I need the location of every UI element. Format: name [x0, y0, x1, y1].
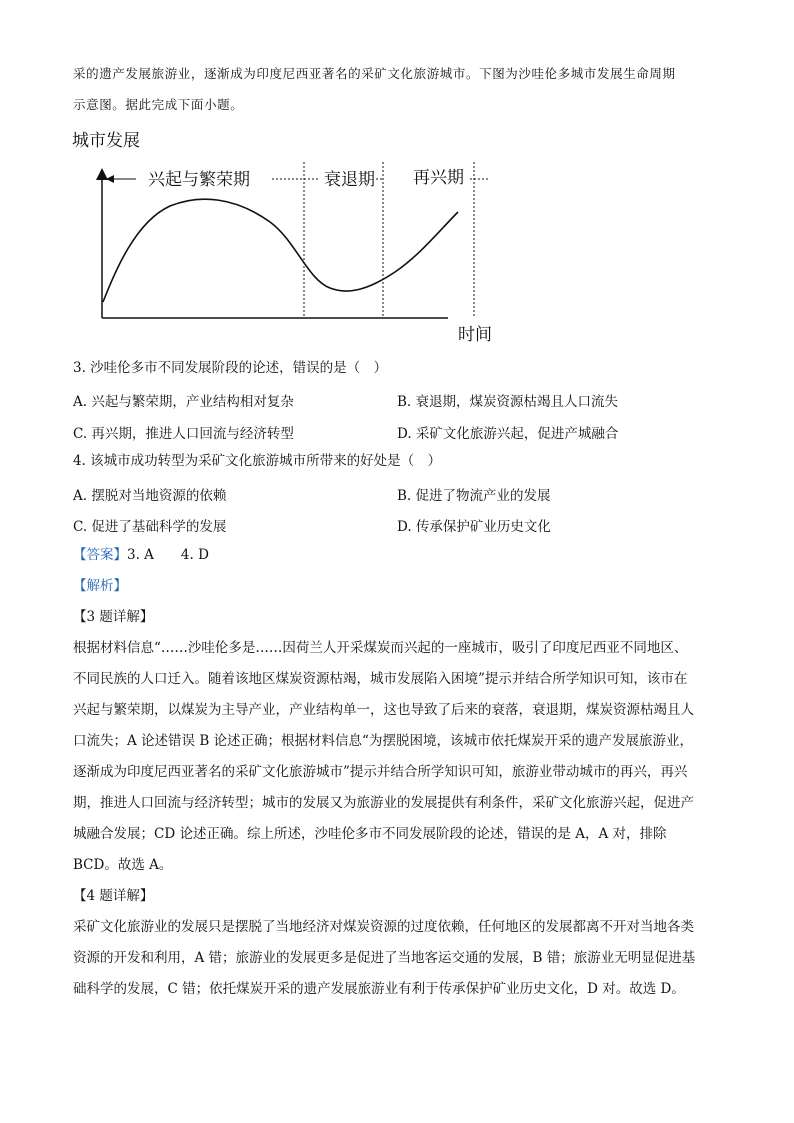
q3-option-c: C. 再兴期，推进人口回流与经济转型 [73, 426, 294, 442]
stage-label-rise: 兴起与繁荣期 [148, 170, 250, 190]
detail3-line: 口流失；A 论述错误 B 论述正确；根据材料信息“为摆脱困境，该城市依托煤炭开采的遗产发展旅游业， [73, 733, 693, 749]
development-curve [103, 199, 458, 302]
detail3-heading: 【3 题详解】 [73, 609, 154, 625]
detail3-line: 根据材料信息“……沙哇伦多是……因荷兰人开采煤炭而兴起的一座城市，吸引了印度尼西亚不同地区、 [73, 640, 688, 656]
detail3-line: 逐渐成为印度尼西亚著名的采矿文化旅游城市”提示并结合所学知识可知，旅游业带动城市的再兴，再兴 [73, 764, 688, 780]
detail3-line: 兴起与繁荣期，以煤炭为主导产业，产业结构单一，这也导致了后来的衰落，衰退期，煤炭资源枯竭且人 [73, 702, 694, 718]
q4-option-d: D. 传承保护矿业历史文化 [397, 519, 551, 535]
q3-option-d: D. 采矿文化旅游兴起，促进产城融合 [397, 426, 619, 442]
detail3-line: 期，推进人口回流与经济转型；城市的发展又为旅游业的发展提供有利条件，采矿文化旅游兴起，促进产 [73, 795, 694, 811]
city-life-cycle-diagram [60, 122, 500, 347]
detail4-line: 资源的开发和利用，A 错；旅游业的发展更多是促进了当地客运交通的发展，B 错；旅游业无明显促进基 [73, 950, 696, 966]
intro-line-2: 示意图。据此完成下面小题。 [73, 97, 244, 112]
q3-option-a: A. 兴起与繁荣期，产业结构相对复杂 [73, 394, 294, 410]
analysis-label: 【解析】 [73, 578, 127, 594]
y-axis-label: 城市发展 [72, 131, 140, 151]
q4-option-c: C. 促进了基础科学的发展 [73, 519, 227, 535]
detail3-line: 城融合发展；CD 论述正确。综上所述，沙哇伦多市不同发展阶段的论述，错误的是 A，A 对，排除 [73, 826, 667, 842]
stage-label-decline: 衰退期 [324, 170, 375, 190]
q4-option-b: B. 促进了物流产业的发展 [397, 488, 551, 504]
answer-text: 3. A 4. D [127, 547, 209, 563]
q3-stem: 3. 沙哇伦多市不同发展阶段的论述，错误的是（ ） [73, 360, 388, 376]
x-axis-label: 时间 [458, 325, 492, 345]
detail4-heading: 【4 题详解】 [73, 888, 154, 904]
q4-stem: 4. 该城市成功转型为采矿文化旅游城市所带来的好处是（ ） [73, 453, 442, 469]
detail3-line: 不同民族的人口迁入。随着该地区煤炭资源枯竭，城市发展陷入困境”提示并结合所学知识可知，该市在 [73, 671, 688, 687]
intro-line-1: 采的遗产发展旅游业，逐渐成为印度尼西亚著名的采矿文化旅游城市。下图为沙哇伦多城市发展生命周期 [73, 66, 676, 81]
answer-label: 【答案】 [73, 547, 127, 563]
q4-option-a: A. 摆脱对当地资源的依赖 [73, 488, 227, 504]
stage-label-revival: 再兴期 [413, 168, 464, 188]
detail4-line: 采矿文化旅游业的发展只是摆脱了当地经济对煤炭资源的过度依赖，任何地区的发展都离不开对当地各类 [73, 919, 694, 935]
answer-line [73, 546, 209, 564]
detail4-line: 础科学的发展，C 错；依托煤炭开采的遗产发展旅游业有利于传承保护矿业历史文化，D 对。故选 D。 [73, 981, 685, 997]
q3-option-b: B. 衰退期，煤炭资源枯竭且人口流失 [397, 394, 619, 410]
detail3-line: BCD。故选 A。 [73, 857, 173, 873]
